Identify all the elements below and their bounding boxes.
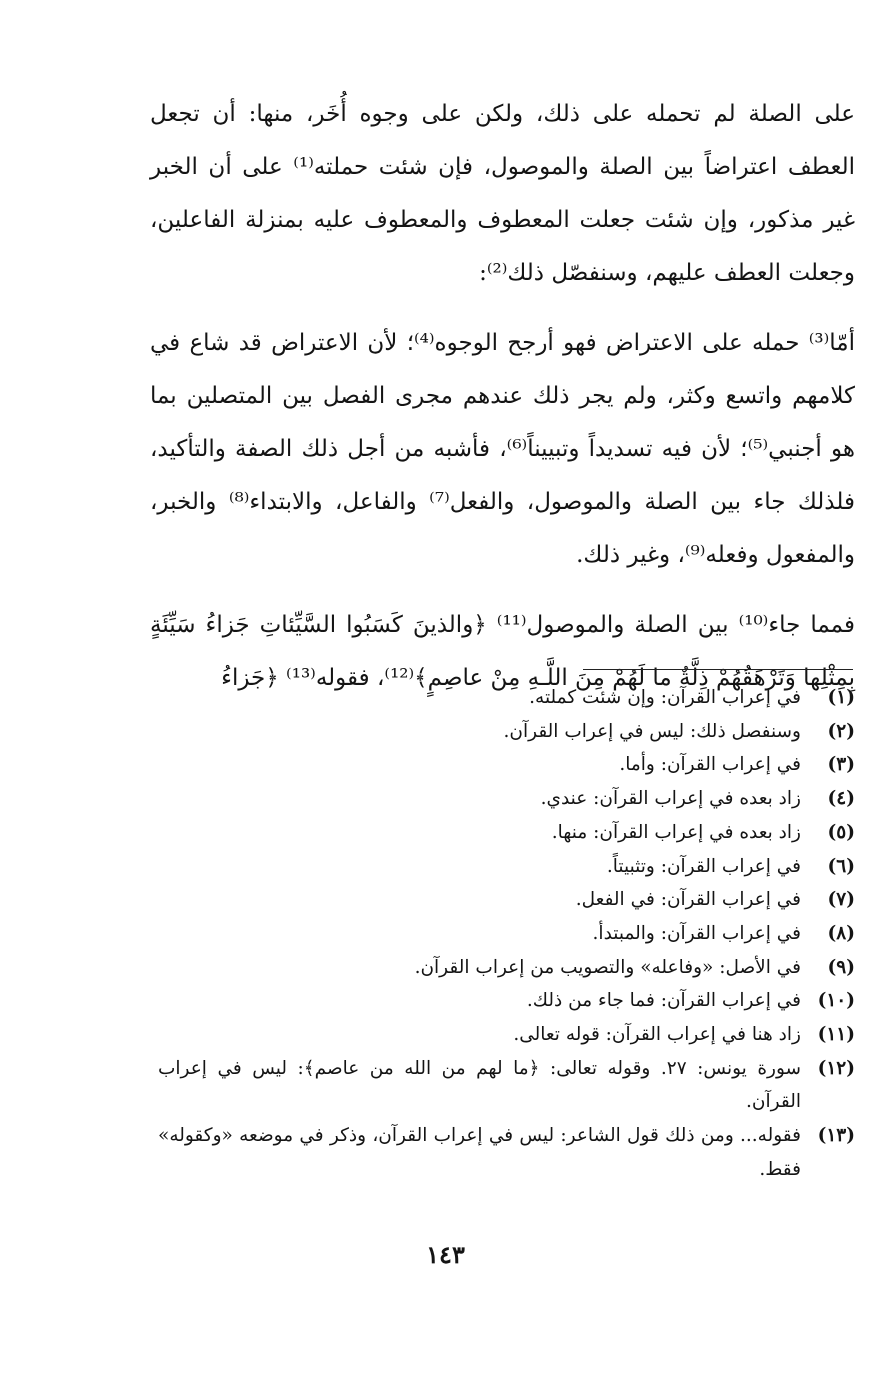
footnote-12 — [158, 1052, 855, 1119]
footnote-text: في الأصل: «وفاعله» والتصويب من إعراب القرآن. — [414, 956, 801, 978]
footnote-text: زاد بعده في إعراب القرآن: منها. — [551, 821, 801, 843]
footnote-7 — [158, 883, 855, 917]
footnote-text: فقوله... ومن ذلك قول الشاعر: ليس في إعراب القرآن، وذكر في موضعه «وكقوله» فقط. — [158, 1125, 801, 1180]
footnote-text: سورة يونس: ٢٧. وقوله تعالى: ﴿ما لهم من الله من عاصم﴾: ليس في إعراب القرآن. — [158, 1057, 802, 1113]
footnote-2 — [158, 715, 855, 749]
footnote-text: في إعراب القرآن: في الفعل. — [575, 889, 801, 911]
footnote-text: زاد بعده في إعراب القرآن: عندي. — [540, 788, 801, 810]
footnote-text: في إعراب القرآن: وتثبيتاً. — [606, 855, 801, 877]
footnote-separator — [583, 669, 853, 670]
footnote-number: (٢) — [827, 720, 855, 742]
footnote-number: (١١) — [817, 1024, 855, 1046]
footnote-11 — [158, 1018, 855, 1052]
footnote-number: (٣) — [827, 754, 855, 776]
paragraph-2: أمّا⁽³⁾ حمله على الاعتراض فهو أرجح الوجوه⁽⁴⁾؛ لأن الاعتراض قد شاع في كلامهم واتسع وكثر، ولم يجر ذلك عندهم مجرى الفصل بين المتصلين بما هو أجنبي⁽⁵⁾؛ لأن فيه تسديداً وتبييناً⁽⁶⁾، فأشبه من أجل ذلك الصفة والتأكيد، فلذلك جاء بين الصلة والموصول، والفعل⁽⁷⁾ والفاعل، والابتداء⁽⁸⁾ والخبر، والمفعول وفعله⁽⁹⁾، وغير ذلك. — [150, 330, 855, 568]
footnote-3 — [158, 748, 855, 782]
footnote-text: في إعراب القرآن: فما جاء من ذلك. — [526, 990, 801, 1012]
footnote-number: (٧) — [827, 889, 855, 911]
footnote-number: (١٠) — [817, 990, 855, 1012]
footnote-number: (٦) — [827, 855, 855, 877]
footnote-number: (١٣) — [817, 1125, 855, 1147]
footnote-number: (١) — [827, 687, 855, 708]
footnote-5 — [158, 816, 855, 850]
footnote-13 — [158, 1119, 855, 1186]
main-text — [150, 88, 855, 705]
footnote-text: وسنفصل ذلك: ليس في إعراب القرآن. — [503, 720, 801, 742]
footnotes-list — [158, 681, 855, 1187]
footnote-number: (١٢) — [817, 1057, 855, 1079]
footnote-10 — [158, 984, 855, 1018]
footnote-number: (٩) — [827, 956, 855, 978]
footnote-8 — [158, 917, 855, 951]
footnote-1 — [158, 681, 855, 715]
footnote-text: في إعراب القرآن: والمبتدأ. — [592, 922, 801, 944]
footnote-6 — [158, 850, 855, 884]
paragraph-3: فمما جاء⁽¹⁰⁾ بين الصلة والموصول⁽¹¹⁾ ﴿والذينَ كَسَبُوا السَّيِّئاتِ جَزاءُ سَيِّئَةٍ بِمِثْلِها وَتَرْهَقُهُمْ ذِلَّةٌ ما لَهُمْ مِنَ اللَّـهِ مِنْ عاصِمٍ﴾⁽¹²⁾، فقوله⁽¹³⁾ ﴿جَزاءُ — [150, 612, 855, 691]
footnote-number: (٥) — [827, 821, 855, 843]
footnote-text: في إعراب القرآن: وإن شئت كملته. — [529, 687, 801, 708]
footnote-9 — [158, 951, 855, 985]
footnote-4 — [158, 782, 855, 816]
footnote-text: في إعراب القرآن: وأما. — [619, 754, 801, 776]
footnote-text: زاد هنا في إعراب القرآن: قوله تعالى. — [513, 1024, 801, 1046]
footnote-number: (٨) — [827, 922, 855, 944]
footnote-number: (٤) — [827, 788, 855, 810]
page-number: ١٤٣ — [426, 1240, 465, 1269]
paragraph-1: على الصلة لم تحمله على ذلك، ولكن على وجوه أُخَر، منها: أن تجعل العطف اعتراضاً بين الصلة والموصول، فإن شئت حملته⁽¹⁾ على أن الخبر غير مذكور، وإن شئت جعلت المعطوف والمعطوف عليه بمنزلة الفاعلين، وجعلت العطف عليهم، وسنفصّل ذلك⁽²⁾: — [150, 101, 855, 286]
